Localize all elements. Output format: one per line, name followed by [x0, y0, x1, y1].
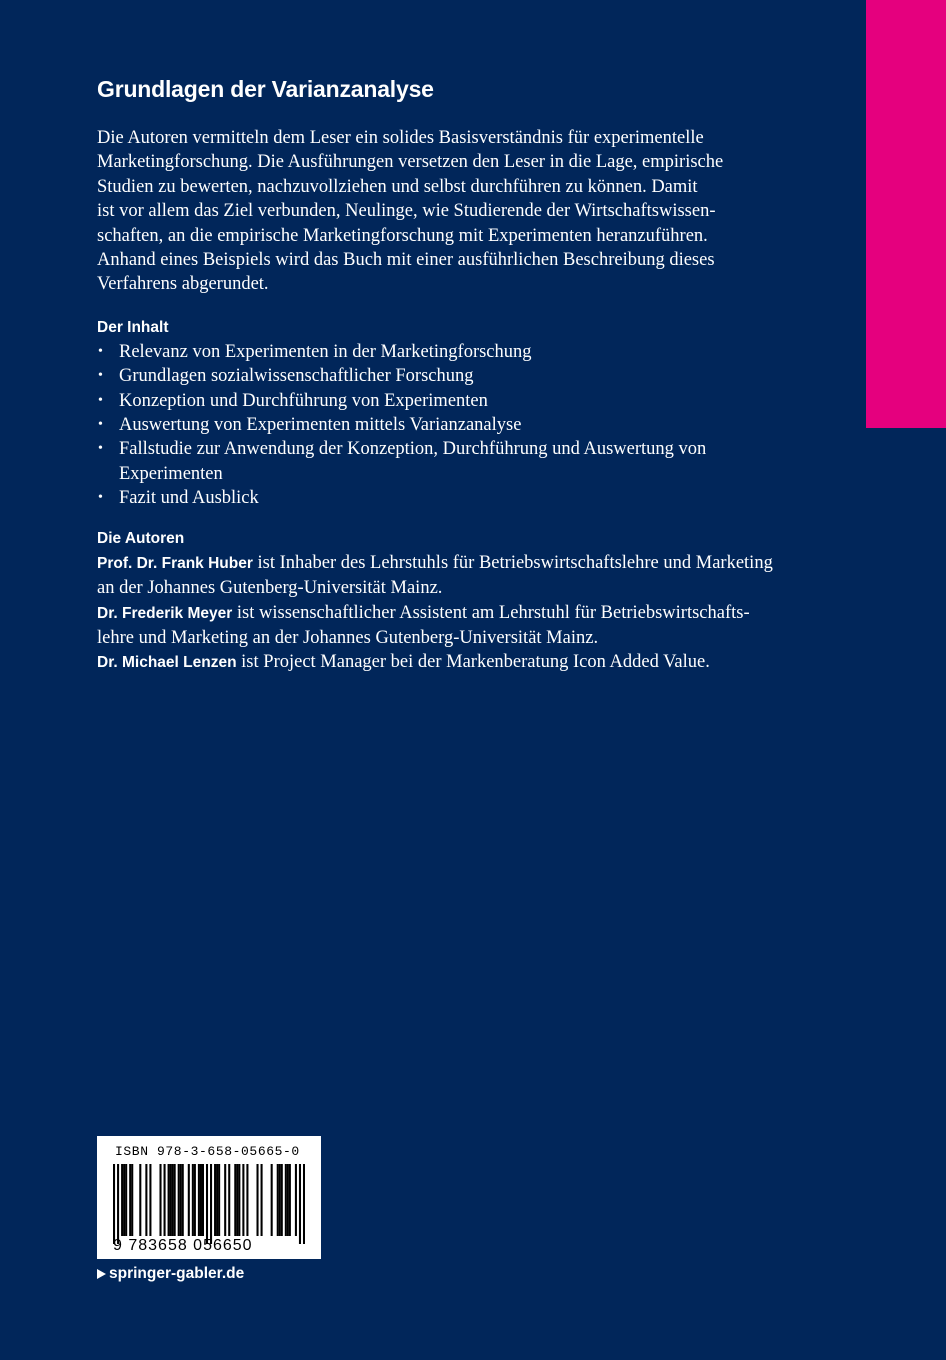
barcode-bar [129, 1164, 131, 1236]
barcode-bar [285, 1164, 287, 1236]
barcode-bar [279, 1164, 281, 1236]
barcode-bar [192, 1164, 194, 1236]
magenta-accent-bar [866, 0, 946, 428]
barcode-bar [216, 1164, 218, 1236]
isbn-number: ISBN 978-3-658-05665-0 [115, 1144, 300, 1159]
barcode-bar [246, 1164, 248, 1236]
barcode-bar [182, 1164, 184, 1236]
list-item: • Fazit und Ausblick [97, 486, 777, 510]
barcode-bar [194, 1164, 196, 1236]
barcode-bar [242, 1164, 244, 1236]
cover-content [97, 74, 777, 676]
bullet-icon: • [98, 343, 103, 359]
barcode-bar [164, 1164, 166, 1236]
author-entry: Dr. Michael Lenzen ist Project Manager bei der Markenberatung Icon Added Value. [97, 652, 710, 673]
barcode-bar [224, 1164, 226, 1236]
barcode-bar [131, 1164, 133, 1236]
list-item: • Fallstudie zur Anwendung der Konzeption, Durchführung und Auswertung von Experimenten [98, 439, 707, 484]
bullet-icon: • [98, 417, 103, 433]
barcode-bar [303, 1164, 305, 1244]
author-entry: Prof. Dr. Frank Huber ist Inhaber des Lehrstuhls für Betriebswirtschaftslehre und Marketing an der Johannes Gutenberg-Universität Mainz. [97, 552, 773, 599]
author-name: Dr. Michael Lenzen [97, 654, 237, 672]
website-label: springer-gabler.de [109, 1265, 245, 1282]
isbn-barcode [97, 1136, 321, 1259]
barcode-bar [277, 1164, 279, 1236]
barcode-bar [145, 1164, 147, 1236]
barcode-bar [149, 1164, 151, 1236]
bullet-icon: • [98, 368, 103, 384]
barcode-bar [178, 1164, 180, 1236]
barcode-bar [188, 1164, 190, 1236]
barcode-bar [117, 1164, 119, 1244]
publisher-website[interactable] [97, 1263, 244, 1285]
list-item: • Relevanz von Experimenten in der Marketingforschung [97, 340, 777, 364]
barcode-bar [180, 1164, 182, 1236]
barcode-bar [202, 1164, 204, 1236]
book-description: Die Autoren vermitteln dem Leser ein solides Basisverständnis für experimentelle Marketingforschung. Die Ausführungen versetzen den Leser in die Lage, empirische Studien zu bewerten, nachzuvollziehen und selbst durchführen zu können. Damit ist vor allem das Ziel verbunden, Neulinge, wie Studierende der Wirtschaftswissen- schaften, an die empirische Marketingforschung mit Experimenten heranzuführen. Anhand eines Beispiels wird das Buch mit einer ausführlichen Beschreibung dieses Verfahrens abgerundet. [97, 128, 724, 295]
barcode-bar [261, 1164, 263, 1236]
barcode-bar [168, 1164, 170, 1236]
barcode-bar [271, 1164, 273, 1236]
barcode-icon [113, 1164, 305, 1244]
barcode-bar [289, 1164, 291, 1236]
barcode-bar [206, 1164, 208, 1244]
barcode-bar [281, 1164, 283, 1236]
barcode-bar [295, 1164, 297, 1236]
barcode-bar [139, 1164, 141, 1236]
barcode-bar [218, 1164, 220, 1236]
barcode-bar [174, 1164, 176, 1236]
bullet-icon: • [98, 392, 103, 408]
barcode-bar [238, 1164, 240, 1236]
barcode-bar [210, 1164, 212, 1244]
bullet-icon: • [98, 490, 103, 506]
barcode-bar [287, 1164, 289, 1236]
barcode-bar [125, 1164, 127, 1236]
barcode-bar [170, 1164, 172, 1236]
barcode-bar [228, 1164, 230, 1236]
list-item: • Konzeption und Durchführung von Experimenten [97, 389, 777, 413]
arrow-right-icon [97, 1269, 106, 1279]
barcode-bar [198, 1164, 200, 1236]
book-title: Grundlagen der Varianzanalyse [97, 76, 434, 102]
barcode-bar [299, 1164, 301, 1244]
contents-heading: Der Inhalt [97, 318, 169, 336]
barcode-bar [200, 1164, 202, 1236]
barcode-bar [113, 1164, 115, 1244]
author-name: Prof. Dr. Frank Huber [97, 554, 253, 572]
list-item: • Auswertung von Experimenten mittels Varianzanalyse [97, 413, 777, 437]
barcode-bar [159, 1164, 161, 1236]
authors-heading: Die Autoren [97, 529, 185, 547]
contents-list [97, 340, 777, 511]
list-item: • Grundlagen sozialwissenschaftlicher Forschung [97, 364, 777, 388]
bullet-icon: • [98, 441, 103, 457]
barcode-bar [121, 1164, 123, 1236]
barcode-digits: 9 783658 056650 [113, 1237, 253, 1254]
author-name: Dr. Frederik Meyer [97, 604, 233, 622]
barcode-bar [256, 1164, 258, 1236]
barcode-bar [123, 1164, 125, 1236]
barcode-bar [214, 1164, 216, 1236]
barcode-bar [172, 1164, 174, 1236]
author-entry: Dr. Frederik Meyer ist wissenschaftlicher Assistent am Lehrstuhl für Betriebswirtschafts- lehre und Marketing an der Johannes Gutenberg-Universität Mainz. [97, 602, 750, 648]
barcode-bar [234, 1164, 236, 1236]
barcode-bar [236, 1164, 238, 1236]
